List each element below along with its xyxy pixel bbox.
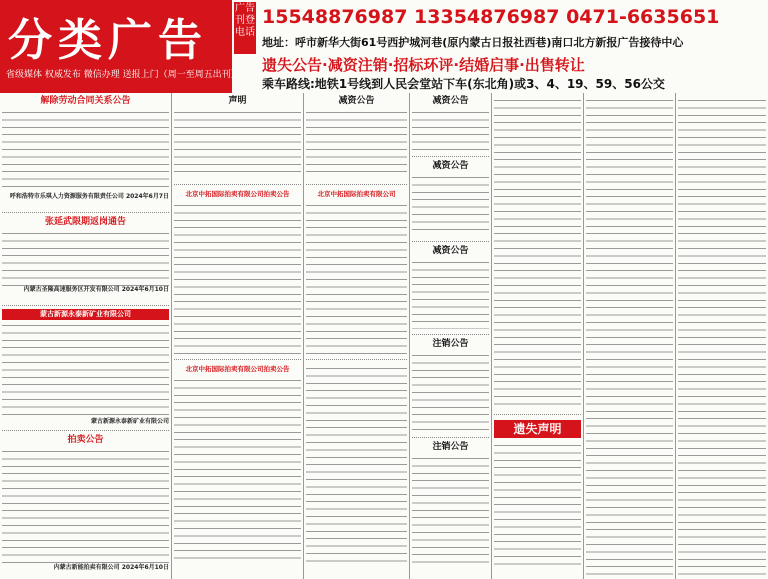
notice-company: 呼和浩特市乐琪人力资源服务有限责任公司 2024年6月7日 xyxy=(9,193,169,200)
notice-title: 减资公告 xyxy=(338,96,375,106)
notice-block xyxy=(494,95,581,415)
contact-address: 地址：呼市新华大街61号西护城河巷(原内蒙古日报社西巷)南口北方新报广告接待中心 xyxy=(262,36,684,49)
notice-body-lines xyxy=(174,107,301,177)
notice-block xyxy=(174,95,301,185)
notice-title: 北京中拓国际拍卖有限公司拍卖公告 xyxy=(185,190,290,198)
classified-content xyxy=(0,93,768,579)
notice-block xyxy=(2,216,169,306)
notice-body-lines xyxy=(2,320,169,418)
notice-block xyxy=(2,309,169,431)
column-3 xyxy=(304,93,410,579)
notice-block xyxy=(412,338,489,438)
notice-title: 减资公告 xyxy=(432,161,469,171)
notice-title: 注销公告 xyxy=(432,339,469,349)
column-4 xyxy=(410,93,492,579)
notice-title: 减资公告 xyxy=(432,96,469,106)
notice-company: 内蒙古新能拍卖有限公司 2024年6月10日 xyxy=(53,564,169,571)
notice-block xyxy=(412,160,489,242)
notice-body-lines xyxy=(412,453,489,569)
notice-body-lines xyxy=(2,107,169,193)
lost-statement-banner: 遗失声明 xyxy=(494,420,581,438)
column-2 xyxy=(172,93,304,579)
notice-block xyxy=(412,245,489,335)
notice-body-lines xyxy=(678,95,766,575)
notice-body-lines xyxy=(412,172,489,236)
notice-title: 声明 xyxy=(228,96,247,106)
notice-body-lines xyxy=(586,95,673,575)
notice-block xyxy=(2,95,169,213)
page-title: 分类广告 xyxy=(8,15,208,66)
service-list: 遗失公告·减资注销·招标环评·结婚启事·出售转让 xyxy=(262,56,585,74)
notice-red-bar: 蒙古新源永泰新矿业有限公司 xyxy=(2,309,169,320)
masthead-slogan: 省级媒体 权威发布 微信办理 送报上门（周一至周五出刊） xyxy=(6,70,240,80)
masthead xyxy=(0,0,768,93)
notice-body-lines xyxy=(412,257,489,329)
notice-block xyxy=(2,434,169,579)
notice-block xyxy=(306,363,407,573)
column-5 xyxy=(492,93,584,579)
notice-title: 北京中拓国际拍卖有限公司拍卖公告 xyxy=(185,365,290,373)
notice-title: 解除劳动合同关系公告 xyxy=(40,96,131,106)
notice-body-lines xyxy=(174,200,301,354)
notice-title: 减资公告 xyxy=(432,246,469,256)
notice-block xyxy=(174,188,301,360)
notice-body-lines xyxy=(412,350,489,432)
notice-title: 拍卖公告 xyxy=(67,435,104,445)
contact-phones: 15548876987 13354876987 0471-6635651 xyxy=(262,6,720,28)
notice-title: 张延武限期返岗通告 xyxy=(44,217,126,227)
notice-block xyxy=(174,363,301,573)
column-7 xyxy=(676,93,768,579)
notice-block xyxy=(412,95,489,157)
notice-block xyxy=(412,441,489,575)
notice-body-lines xyxy=(306,200,407,354)
notice-body-lines xyxy=(306,107,407,177)
notice-body-lines xyxy=(494,95,581,407)
vertical-tag: 广告刊登电话 xyxy=(234,2,256,54)
notice-title: 北京中拓国际拍卖有限公司 xyxy=(317,190,396,198)
column-6 xyxy=(584,93,676,579)
notice-body-lines xyxy=(2,228,169,286)
notice-block xyxy=(494,418,581,572)
notice-block xyxy=(306,95,407,185)
notice-company: 内蒙古圣隆高速服务区开发有限公司 2024年6月10日 xyxy=(23,286,169,293)
notice-body-lines xyxy=(2,446,169,564)
masthead-logo xyxy=(0,0,240,93)
notice-company: 蒙古新源永泰新矿业有限公司 xyxy=(90,418,169,425)
notice-body-lines xyxy=(412,107,489,151)
notice-body-lines xyxy=(306,363,407,563)
notice-body-lines xyxy=(174,375,301,565)
column-1 xyxy=(0,93,172,579)
notice-block xyxy=(306,188,407,360)
notice-body-lines xyxy=(494,440,581,568)
bus-route: 乘车路线:地铁1号线到人民会堂站下车(东北角)或3、4、19、59、56公交 xyxy=(262,77,665,91)
notice-title: 注销公告 xyxy=(432,442,469,452)
